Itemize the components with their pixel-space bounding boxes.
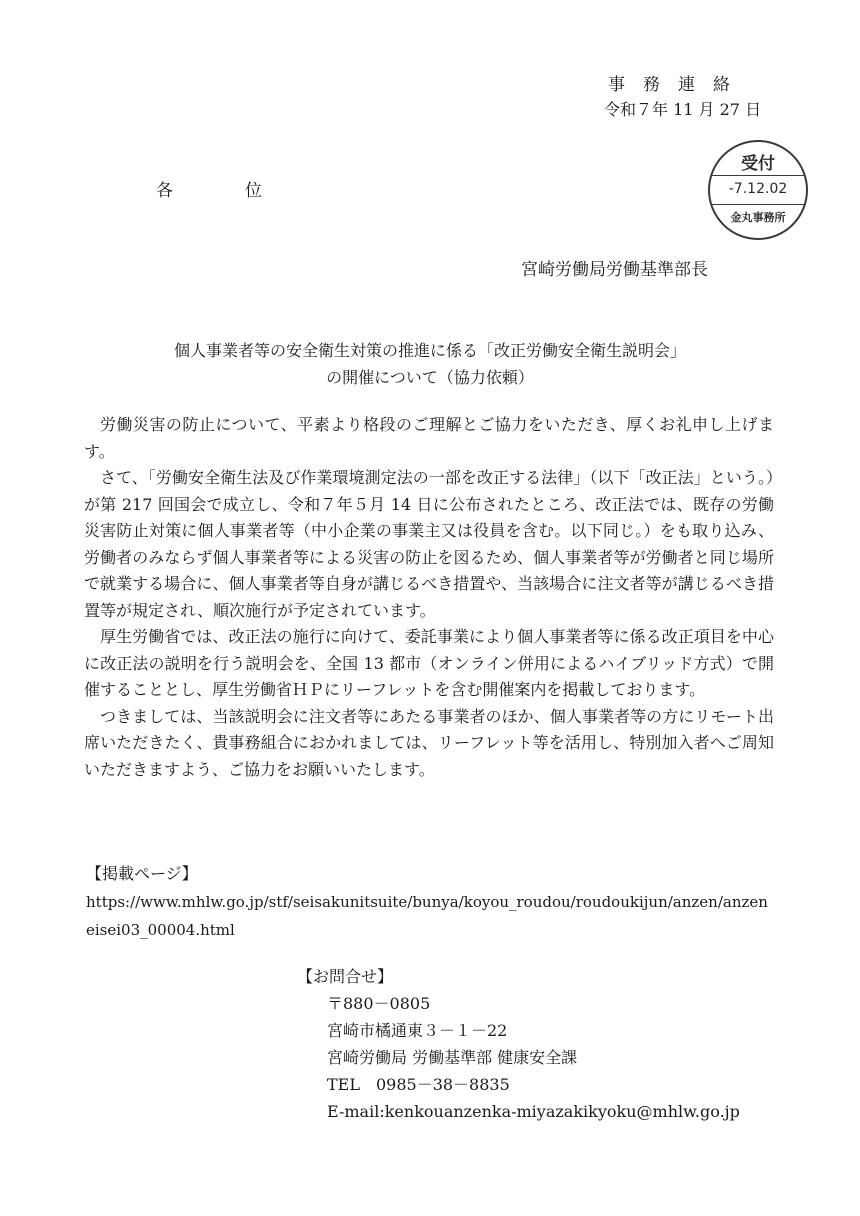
stamp-received-label: 受付: [741, 154, 775, 174]
contact-block: [297, 963, 740, 1125]
stamp-office: 金丸事務所: [730, 211, 786, 224]
sender: 宮崎労働局労働基準部長: [521, 260, 708, 280]
body-text: [84, 412, 774, 783]
body-paragraph: 厚生労働省では、改正法の施行に向けて、委託事業により個人事業者等に係る改正項目を中心に改正法の説明を行う説明会を、全国 13 都市（オンライン併用によるハイブリッド方式）で開催することとし、厚生労働省ＨＰにリーフレットを含む開催案内を掲載しております。: [84, 627, 774, 699]
received-stamp: [708, 140, 808, 240]
contact-postal-code: 〒880－0805: [327, 994, 431, 1013]
body-paragraph: 労働災害の防止について、平素より格段のご理解とご協力をいただき、厚くお礼申し上げます。: [84, 415, 774, 461]
contact-email: E-mail:kenkouanzenka-miyazakikyoku@mhlw.go.jp: [327, 1102, 740, 1121]
document-type-label: 事務連絡: [608, 75, 748, 95]
contact-address: 宮崎市橘通東３－１－22: [327, 1021, 508, 1040]
contact-heading: 【お問合せ】: [297, 967, 394, 986]
subject-line-2: の開催について（協力依頼）: [326, 368, 534, 387]
addressee: 各位: [156, 181, 334, 201]
document-date: 令和７年 11 月 27 日: [604, 100, 762, 119]
subject-line-1: 個人事業者等の安全衛生対策の推進に係る「改正労働安全衛生説明会」: [173, 341, 686, 360]
body-paragraph: さて、「労働安全衛生法及び作業環境測定法の一部を改正する法律」（以下「改正法」という。）が第 217 回国会で成立し、令和７年５月 14 日に公布されたところ、改正法では、既存の労働災害防止対策に個人事業者等（中小企業の事業主又は役員を含む。以下同じ。）をも取り込み、労働者のみならず個人事業者等による災害の防止を図るため、個人事業者等が労働者と同じ場所で就業する場合に、個人事業者等自身が講じるべき措置や、当該場合に注文者等が講じるべき措置等が規定され、順次施行が予定されています。: [84, 468, 774, 620]
stamp-date: -7.12.02: [728, 181, 788, 197]
contact-department: 宮崎労働局 労働基準部 健康安全課: [327, 1048, 578, 1067]
body-paragraph: つきましては、当該説明会に注文者等にあたる事業者のほか、個人事業者等の方にリモート出席いただきたく、貴事務組合におかれましては、リーフレット等を活用し、特別加入者へご周知いただきますよう、ご協力をお願いいたします。: [84, 706, 774, 779]
contact-tel: TEL 0985－38－8835: [327, 1075, 510, 1094]
reference-label: 【掲載ページ】: [86, 864, 198, 883]
reference-url: https://www.mhlw.go.jp/stf/seisakunitsuite/bunya/koyou_roudou/roudoukijun/anzen/anzeneisei03_00004.html: [86, 893, 768, 939]
